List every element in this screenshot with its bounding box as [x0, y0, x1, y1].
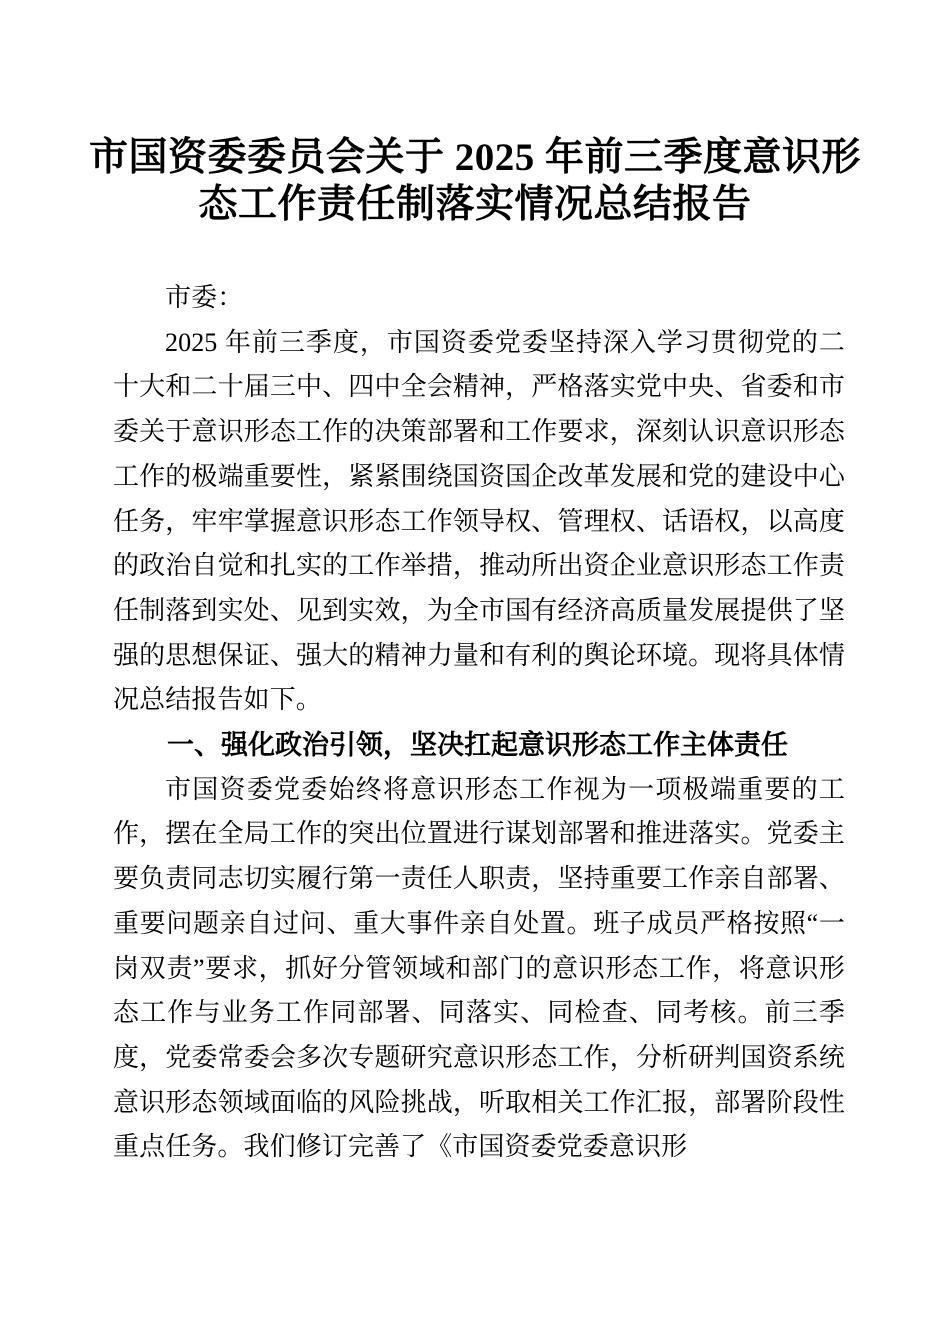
salutation: 市委： — [165, 283, 244, 312]
document-title-line-2: 态工作责任制落实情况总结报告 — [198, 183, 752, 226]
section-heading-1: 一、强化政治引领，坚决扛起意识形态工作主体责任 — [167, 730, 788, 761]
document-title — [0, 134, 950, 228]
document-body — [113, 276, 845, 1170]
paragraph-section-1-body: 市国资委党委始终将意识形态工作视为一项极端重要的工作，摆在全局工作的突出位置进行谋划部署和推进落实。党委主要负责同志切实履行第一责任人职责，坚持重要工作亲自部署、重要问题亲自过问、重大事件亲自处置。班子成员严格按照“一岗双责”要求，抓好分管领域和部门的意识形态工作，将意识形态工作与业务工作同部署、同落实、同检查、同考核。前三季度，党委常委会多次专题研究意识形态工作，分析研判国资系统意识形态领域面临的风险挑战，听取相关工作汇报，部署阶段性重点任务。我们修订完善了《市国资委党委意识形 — [113, 774, 845, 1162]
paragraph-intro: 2025 年前三季度，市国资委党委坚持深入学习贯彻党的二十大和二十届三中、四中全会精神，严格落实党中央、省委和市委关于意识形态工作的决策部署和工作要求，深刻认识意识形态工作的极端重要性，紧紧围绕国资国企改革发展和党的建设中心任务，牢牢掌握意识形态工作领导权、管理权、话语权，以高度的政治自觉和扎实的工作举措，推动所出资企业意识形态工作责任制落到实处、见到实效，为全市国有经济高质量发展提供了坚强的思想保证、强大的精神力量和有利的舆论环境。现将具体情况总结报告如下。 — [113, 327, 845, 715]
document-title-line-1: 市国资委委员会关于 2025 年前三季度意识形 — [88, 136, 861, 179]
